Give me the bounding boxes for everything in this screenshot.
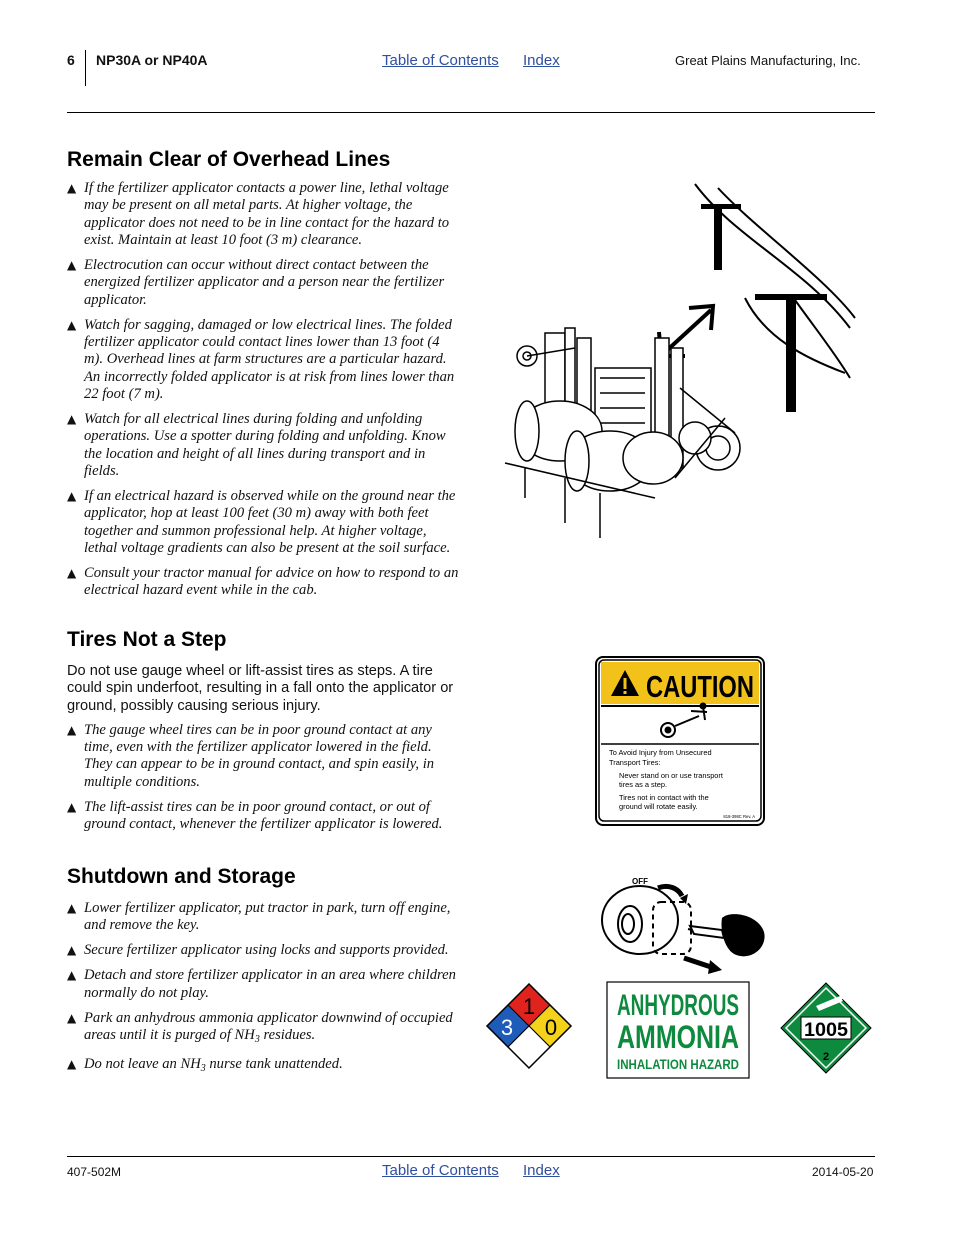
section-title-overhead-lines: Remain Clear of Overhead Lines xyxy=(67,148,391,171)
svg-text:To Avoid Injury from Unsecured: To Avoid Injury from Unsecured xyxy=(609,748,712,757)
doc-number: 407-502M xyxy=(67,1165,122,1179)
list-item: ▲ The lift-assist tires can be in poor ground contact, or out of ground contact, whenever the fertilizer applicator is lowered. xyxy=(67,798,443,833)
tires-intro: Do not use gauge wheel or lift-assist tires as steps. A tire could spin underfoot, resulting in a fall onto the applicator or ground, possibly causing serious injury. xyxy=(67,663,454,714)
svg-text:tires as a step.: tires as a step. xyxy=(619,780,668,789)
power-line-illustration xyxy=(505,178,865,546)
overhead-lines-list xyxy=(67,180,459,607)
header-index-link[interactable]: Index xyxy=(523,52,560,69)
header-toc-link[interactable]: Table of Contents xyxy=(382,52,499,69)
tires-content xyxy=(67,663,459,841)
list-item: ▲ Detach and store fertilizer applicator in an area where children normally do not play. xyxy=(67,967,456,1001)
list-item: ▲ The gauge wheel tires can be in poor ground contact at any time, even with the fertilizer applicator lowered in the field. They can appear to be in ground contact, and spin easily, in multiple conditions. xyxy=(67,721,435,790)
warning-triangle-icon: ▲ xyxy=(67,488,77,503)
list-item: ▲ Secure fertilizer applicator using locks and supports provided. xyxy=(67,942,449,959)
warning-triangle-icon: ▲ xyxy=(67,968,77,983)
list-item: ▲ Watch for all electrical lines during folding and unfolding operations. Use a spotter during folding and unfolding. Know the location and height of all lines during transport and in fields. xyxy=(67,410,446,479)
list-item: ▲ Electrocution can occur without direct contact between the energized fertilizer applicator and a person near the fertilizer applicator. xyxy=(67,256,445,308)
nfpa-reactivity: 0 xyxy=(544,1015,558,1040)
list-item: ▲ Consult your tractor manual for advice on how to respond to an electrical hazard event while in the cab. xyxy=(67,564,459,599)
key-icon xyxy=(690,914,765,956)
warning-triangle-icon: ▲ xyxy=(67,257,77,272)
svg-text:Transport Tires:: Transport Tires: xyxy=(609,758,661,767)
list-item: ▲ If the fertilizer applicator contacts a power line, lethal voltage may be present on all metal parts. At higher voltage, the applicator does not need to be in line contact for the hazard to exist. Maintain at least 10 foot (3 m) clearance. xyxy=(67,180,450,248)
list-item: ▲ Watch for sagging, damaged or low electrical lines. The folded fertilizer applicator could contact lines lower than 13 foot (4 m). Overhead lines at farm structures are a particular hazard. An incorrectly folded applicator is at risk from lines lower than 22 foot (7 m). xyxy=(67,316,455,402)
warning-triangle-icon: ▲ xyxy=(67,901,77,915)
ammonia-line3: INHALATION HAZARD xyxy=(617,1056,739,1072)
hazard-class: 2 xyxy=(822,1051,830,1063)
nfpa-flammability: 1 xyxy=(522,994,536,1019)
un-1005-placard xyxy=(780,982,872,1074)
page-number: 6 xyxy=(67,52,75,68)
doc-date: 2014-05-20 xyxy=(812,1165,874,1179)
ammonia-line1: ANHYDROUS xyxy=(617,989,739,1022)
svg-text:ground will rotate easily.: ground will rotate easily. xyxy=(619,802,698,811)
warning-triangle-icon: ▲ xyxy=(67,1010,77,1025)
nfpa-health: 3 xyxy=(500,1015,514,1040)
footer-toc-link[interactable]: Table of Contents xyxy=(382,1162,499,1179)
off-label: OFF xyxy=(632,877,648,886)
section-title-tires: Tires Not a Step xyxy=(67,628,227,651)
key-switch-off-illustration xyxy=(598,874,773,979)
header-divider xyxy=(85,50,86,86)
warning-triangle-icon: ▲ xyxy=(67,722,77,737)
warning-triangle-icon: ▲ xyxy=(67,565,77,580)
list-item: ▲ Park an anhydrous ammonia applicator downwind of occupied areas until it is purged of $NH_3$ residues. xyxy=(67,1009,453,1046)
svg-text:818-398C Rev. A: 818-398C Rev. A xyxy=(723,814,755,819)
model-title: NP30A or NP40A xyxy=(96,52,208,68)
un-number: 1005 xyxy=(804,1020,849,1041)
list-item: ▲ If an electrical hazard is observed while on the ground near the applicator, hop at least 100 feet (30 m) away with both feet together and summon professional help. At higher voltage, lethal voltage gradients can also be present at the soil surface. xyxy=(67,487,456,556)
ammonia-line2: AMMONIA xyxy=(617,1019,739,1055)
anhydrous-ammonia-sign xyxy=(606,981,750,1079)
warning-triangle-icon: ▲ xyxy=(67,411,77,426)
caution-decal xyxy=(595,656,765,826)
svg-text:Tires not in contact with the: Tires not in contact with the xyxy=(619,793,709,802)
header-rule xyxy=(67,112,875,113)
svg-text:Never stand on or use transpor: Never stand on or use transport xyxy=(619,771,723,780)
warning-triangle-icon: ▲ xyxy=(67,943,77,958)
nfpa-diamond xyxy=(486,983,572,1069)
section-title-shutdown: Shutdown and Storage xyxy=(67,865,296,888)
caution-decal-graphic xyxy=(595,656,765,826)
footer-rule xyxy=(67,1156,875,1157)
shutdown-list xyxy=(67,900,459,1085)
list-item: ▲ Do not leave an $NH_3$ nurse tank unattended. xyxy=(67,1056,343,1075)
warning-triangle-icon: ▲ xyxy=(67,317,77,332)
warning-triangle-icon: ▲ xyxy=(67,799,77,814)
list-item: ▲ Lower fertilizer applicator, put tractor in park, turn off engine, and remove the key. xyxy=(67,900,451,934)
warning-triangle-icon: ▲ xyxy=(67,1057,77,1072)
caution-word: CAUTION xyxy=(646,669,754,704)
footer-index-link[interactable]: Index xyxy=(523,1162,560,1179)
warning-triangle-icon: ▲ xyxy=(67,181,77,195)
company-name: Great Plains Manufacturing, Inc. xyxy=(675,53,861,68)
